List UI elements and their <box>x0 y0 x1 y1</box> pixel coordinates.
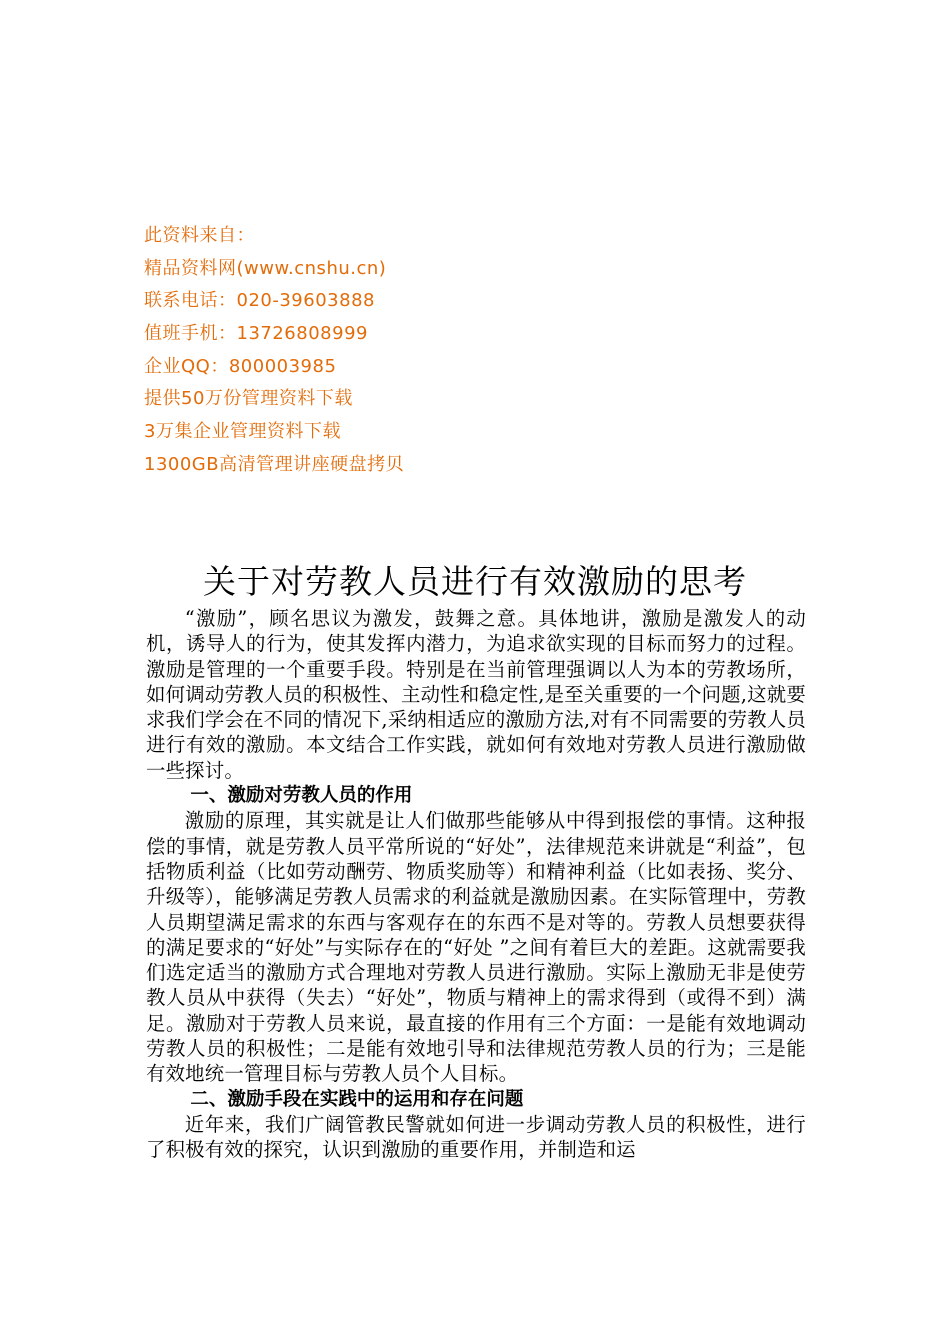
source-line: 提供50万份管理资料下载 <box>144 388 353 410</box>
source-info-block <box>144 220 644 482</box>
section-paragraph: 近年来，我们广阔管教民警就如何进一步调动劳教人员的积极性，进行了积极有效的探究，认识到激励的重要作用，并制造和运 <box>146 1112 806 1162</box>
source-line: 此资料来自： <box>144 225 255 246</box>
document-body <box>146 606 806 1163</box>
source-line: 1300GB高清管理讲座硬盘拷贝 <box>144 453 405 475</box>
section-paragraph: 激励的原理，其实就是让人们做那些能够从中得到报偿的事情。这种报偿的事情，就是劳教人员平常所说的“好处”，法律规范来讲就是“利益”，包括物质利益（比如劳动酬劳、物质奖励等）和精神利益（比如表扬、奖分、升级等），能够满足劳教人员需求的利益就是激励因素。在实际管理中，劳教人员期望满足需求的东西与客观存在的东西不是对等的。劳教人员想要获得的满足要求的“好处”与实际存在的“好处 ”之间有着巨大的差距。这就需要我们选定适当的激励方式合理地对劳教人员进行激励。实际上激励无非是使劳教人员从中获得（失去）“好处”，物质与精神上的需求得到（或得不到）满足。激励对于劳教人员来说，最直接的作用有三个方面：一是能有效地调动劳教人员的积极性；二是能有效地引导和法律规范劳教人员的行为；三是能有效地统一管理目标与劳教人员个人目标。 <box>146 809 806 1086</box>
source-line: 企业QQ：800003985 <box>144 355 337 377</box>
intro-paragraph: “激励”，顾名思议为激发，鼓舞之意。具体地讲，激励是激发人的动机，诱导人的行为，使其发挥内潜力，为追求欲实现的目标而努力的过程。激励是管理的一个重要手段。特别是在当前管理强调以人为本的劳教场所，如何调动劳教人员的积极性、主动性和稳定性,是至关重要的一个问题,这就要求我们学会在不同的情况下,采纳相适应的激励方法,对有不同需要的劳教人员进行有效的激励。本文结合工作实践，就如何有效地对劳教人员进行激励做一些探讨。 <box>146 607 806 782</box>
document-title: 关于对劳教人员进行有效激励的思考 <box>203 562 747 602</box>
source-line: 联系电话：020-39603888 <box>144 290 375 312</box>
section-heading: 一、激励对劳教人员的作用 <box>190 785 413 807</box>
source-line: 3万集企业管理资料下载 <box>144 421 341 443</box>
section-heading: 二、激励手段在实践中的运用和存在问题 <box>190 1088 524 1110</box>
source-line: 精品资料网(www.cnshu.cn) <box>144 257 387 279</box>
source-line: 值班手机：13726808999 <box>144 323 368 345</box>
